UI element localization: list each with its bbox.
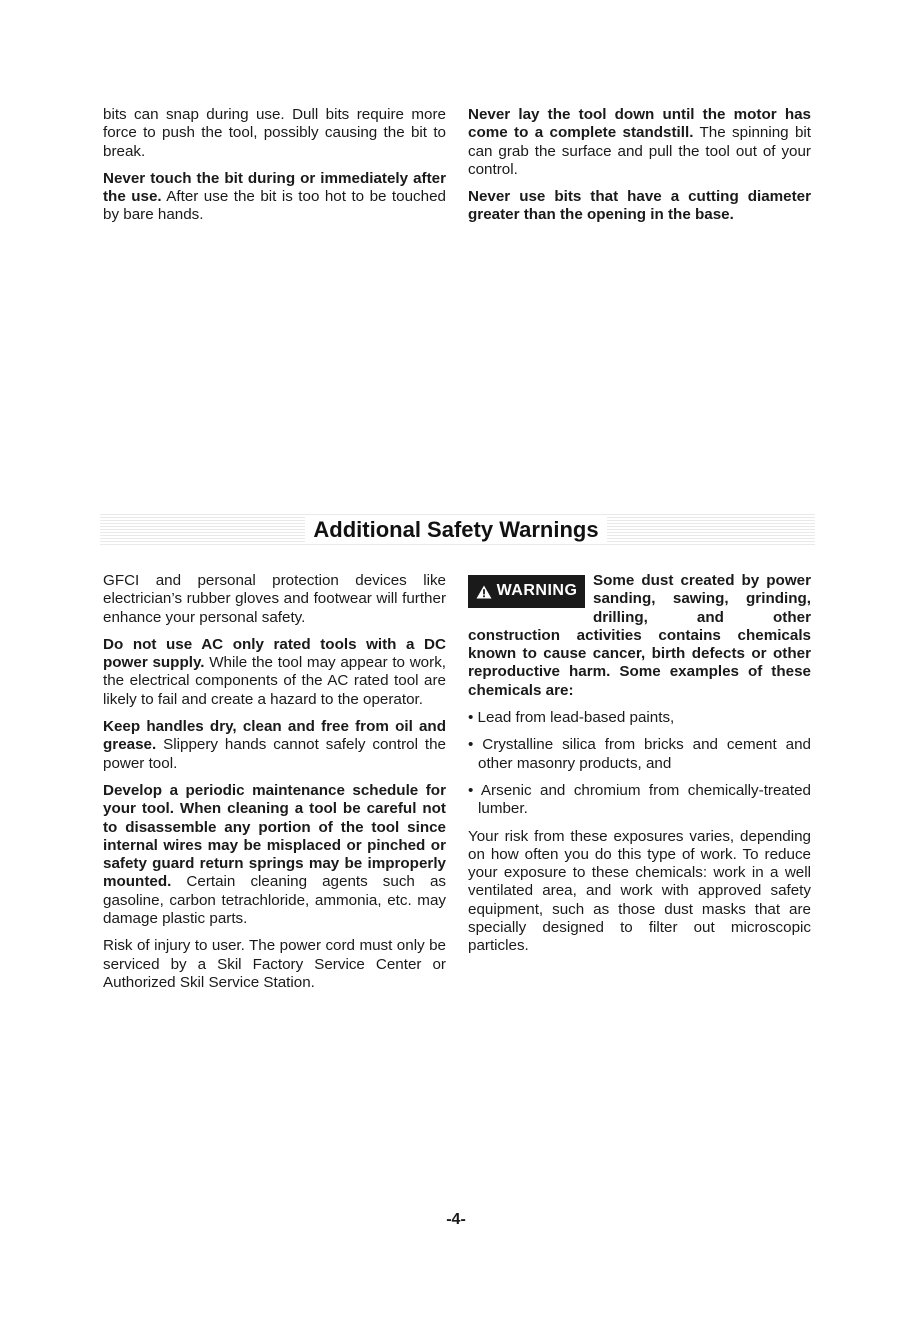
- hot-bit-paragraph: [103, 170, 446, 225]
- dust-warning-paragraph: [468, 572, 811, 700]
- ac-dc-text: While the tool may appear to work, the electrical components of the AC rated tool are likely to fail and create a hazard to the operator.: [103, 654, 447, 708]
- standstill-text: The spinning bit can grab the surface and pull the tool out of your control.: [468, 124, 812, 178]
- maintenance-text: Certain cleaning agents such as gasoline, carbon tetrachloride, ammonia, etc. may damage plastic parts.: [103, 873, 446, 928]
- chemical-bullet-arsenic: • Arsenic and chromium from chemically-treated lumber.: [468, 781, 811, 818]
- warning-triangle-icon: [476, 585, 492, 599]
- bit-diameter-warning: Never use bits that have a cutting diameter greater than the opening in the base.: [468, 188, 811, 224]
- chemical-bullet-silica: • Crystalline silica from bricks and cement and other masonry products, and: [468, 736, 811, 772]
- bottom-left-column: [103, 572, 446, 1001]
- warning-label: WARNING: [496, 582, 578, 600]
- maintenance-paragraph: [103, 782, 446, 928]
- section-title: Additional Safety Warnings: [0, 514, 912, 545]
- ac-dc-paragraph: [103, 636, 446, 709]
- handles-paragraph: [103, 718, 446, 773]
- bit-snap-paragraph: bits can snap during use. Dull bits require more force to push the tool, possibly causing the bit to break.: [103, 106, 446, 160]
- hot-bit-text: After use the bit is too hot to be touched by bare hands.: [103, 188, 446, 224]
- page-number: -4-: [446, 1211, 466, 1228]
- power-cord-paragraph: Risk of injury to user. The power cord must only be serviced by a Skil Factory Service Center or Authorized Skil Service Station.: [103, 937, 446, 991]
- chemical-bullet-lead: • Lead from lead-based paints,: [468, 709, 675, 727]
- exposure-risk-paragraph: Your risk from these exposures varies, depending on how often you do this type of work. To reduce your exposure to these chemicals: work in a well ventilated area, and work with approved safety equipment, such as those dust masks that are specially designed to filter out microscopic particles.: [468, 827, 811, 955]
- dust-warning-text: Some dust created by power sanding, sawing, grinding, drilling, and other construction activities contains chemicals known to cause cancer, birth defects or other reproductive harm. Some examples of these chemicals are:: [468, 572, 811, 699]
- hot-bit-heading: Never touch the bit during or immediately after the use.: [103, 169, 446, 206]
- gfci-paragraph: GFCI and personal protection devices like electrician’s rubber gloves and footwear will further enhance your personal safety.: [103, 572, 446, 626]
- standstill-paragraph: [468, 106, 811, 179]
- maintenance-heading: Develop a periodic maintenance schedule for your tool. When cleaning a tool be careful not to disassemble any portion of the tool since internal wires may be misplaced or pinched or safety guard return springs may be improperly mounted.: [103, 781, 446, 891]
- bottom-right-column: [468, 572, 811, 965]
- top-left-column: [103, 106, 446, 234]
- ac-dc-heading: Do not use AC only rated tools with a DC power supply.: [103, 635, 446, 672]
- handles-text: Slippery hands cannot safely control the power tool.: [103, 736, 446, 772]
- warning-badge: [468, 575, 585, 608]
- top-right-column: [468, 106, 811, 234]
- handles-heading: Keep handles dry, clean and free from oil and grease.: [103, 718, 446, 754]
- standstill-heading: Never lay the tool down until the motor has come to a complete standstill.: [468, 106, 811, 142]
